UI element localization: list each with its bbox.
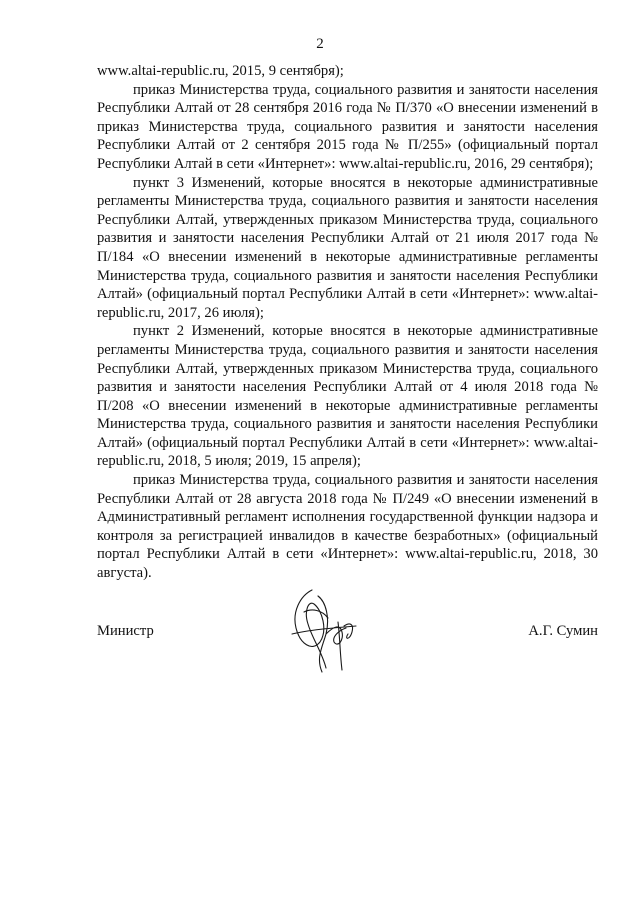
page-number: 2 [316,36,324,52]
handwritten-signature-icon [282,582,372,682]
signature-block [97,612,598,672]
signer-name: А.Г. Сумин [528,623,598,639]
paragraph-continuation: www.altai-republic.ru, 2015, 9 сентября); [97,63,344,79]
paragraph-order-2018: приказ Министерства труда, социального развития и занятости населения Республики Алтай от 28 августа 2018 года № П/249 «О внесении изменений в Административный регламент исполнения государственной функции надзора и контроля за регистрацией инвалидов в качестве безработных» (официальный портал Республики Алтай в сети «Интернет»: www.altai-republic.ru, 2018, 30 августа). [97,472,598,582]
signer-title: Министр [97,623,154,639]
paragraph-item-3-2017: пункт 3 Изменений, которые вносятся в некоторые административные регламенты Министерства труда, социального развития и занятости населения Республики Алтай, утвержденных приказом Министерства труда, социального развития и занятости населения Республики Алтай от 21 июля 2017 года № П/184 «О внесении изменений в некоторые административные регламенты Министерства труда, социального развития и занятости населения Республики Алтай» (официальный портал Республики Алтай в сети «Интернет»: www.altai-republic.ru, 2017, 26 июля); [97,174,598,321]
document-body [97,62,598,583]
paragraph-item-2-2018: пункт 2 Изменений, которые вносятся в некоторые административные регламенты Министерства труда, социального развития и занятости населения Республики Алтай, утвержденных приказом Министерства труда, социального развития и занятости населения Республики Алтай от 4 июля 2018 года № П/208 «О внесении изменений в некоторые административные регламенты Министерства труда, социального развития и занятости населения Республики Алтай» (официальный портал Республики Алтай в сети «Интернет»: www.altai-republic.ru, 2018, 5 июля; 2019, 15 апреля); [97,323,598,470]
paragraph-order-2016: приказ Министерства труда, социального развития и занятости населения Республики Алтай от 28 сентября 2016 года № П/370 «О внесении изменений в приказ Министерства труда, социального развития и занятости населения Республики Алтай от 2 сентября 2015 года № П/255» (официальный портал Республики Алтай в сети «Интернет»: www.altai-republic.ru, 2016, 29 сентября); [97,81,598,172]
